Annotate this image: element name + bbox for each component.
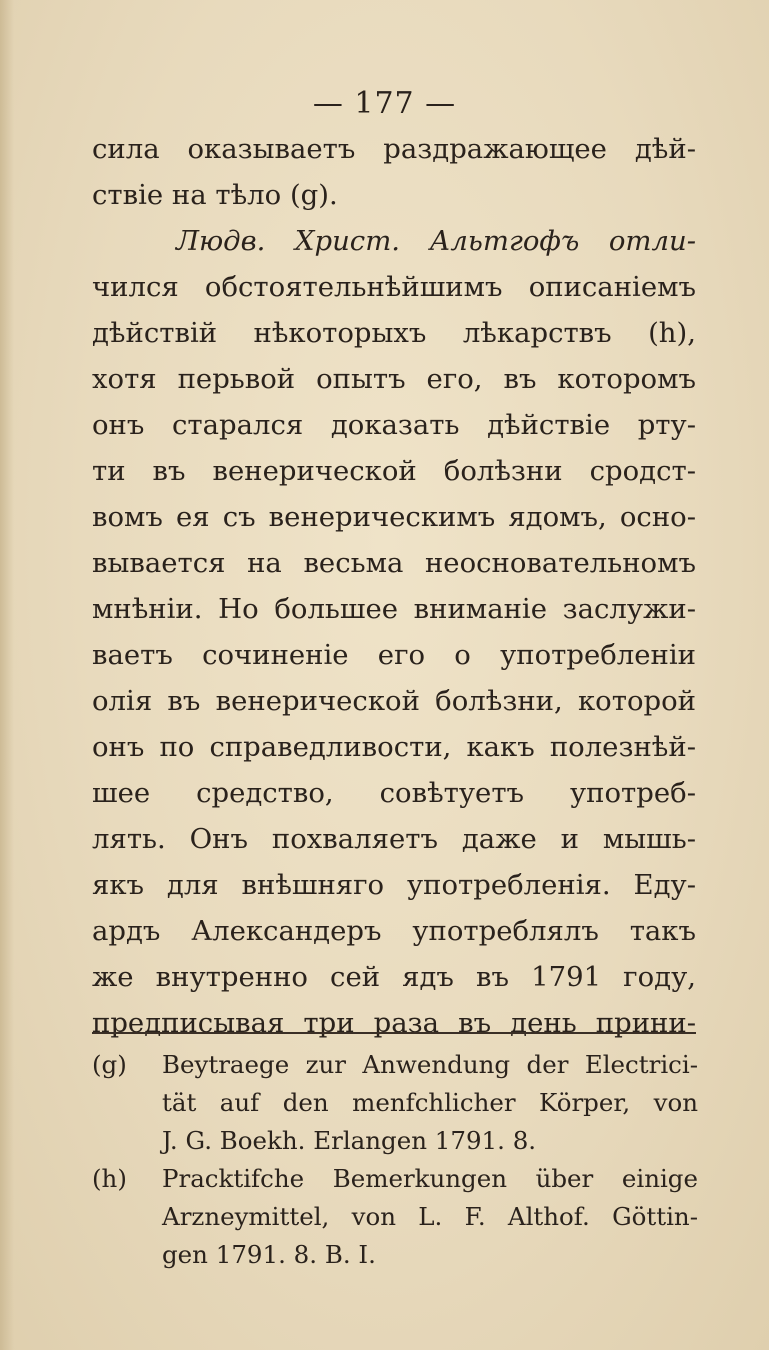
page-number: — 177 — [312,86,457,121]
text-line: вывается на весьма неосновательномъ [92,547,696,579]
text-line: лять. Онъ похваляетъ даже и мышь- [92,823,696,855]
text-line: хотя перьвой опытъ его, въ которомъ [92,363,696,395]
text-line: дѣйствій нѣкоторыхъ лѣкарствъ (h), [92,317,696,349]
text-line: олія въ венерической болѣзни, которой [92,685,696,717]
text-line: онъ старался доказать дѣйствіе рту- [92,409,696,441]
text-line: ардъ Александеръ употреблялъ такъ [92,915,696,947]
text-line: же внутренно сей ядъ въ 1791 году, [92,961,696,993]
footnote-mark-g: (g) [92,1050,127,1079]
footnote-text: gen 1791. 8. B. I. [162,1240,376,1269]
text-line: Людв. Христ. Альтгофъ отли- [176,225,696,257]
footnote-g-line [92,1046,698,1084]
text-line: шее средство, совѣтуетъ употреб- [92,777,696,809]
footnote-text: Beytraege zur Anwendung der Electrici- [162,1050,698,1079]
text-line: предписывая три раза въ день прини- [92,1007,696,1039]
text-line: ваетъ сочиненіе его о употребленіи [92,639,696,671]
footnote-mark-h: (h) [92,1164,127,1193]
text-line: онъ по справедливости, какъ полезнѣй- [92,731,696,763]
text-line: ти въ венерической болѣзни сродст- [92,455,696,487]
footnote-text: tät auf den menfchlicher Körper, von [162,1088,698,1117]
footnote-text: Arzneymittel, von L. F. Althof. Göttin- [162,1202,698,1231]
text-line: мнѣніи. Но большее вниманіе заслужи- [92,593,696,625]
text-line: сила оказываетъ раздражающее дѣй- [92,133,696,165]
footnotes [92,1046,698,1274]
footnote-h-line [92,1160,698,1198]
main-text [92,126,696,1046]
footnote-text: J. G. Boekh. Erlangen 1791. 8. [162,1126,537,1155]
text-line: чился обстоятельнѣйшимъ описаніемъ [92,271,696,303]
footnote-divider [92,1032,696,1034]
text-line: ствіе на тѣло (g). [92,179,338,211]
text-line: вомъ ея съ венерическимъ ядомъ, осно- [92,501,696,533]
footnote-text: Pracktifche Bemerkungen über einige [162,1164,698,1193]
page-edge-shadow [0,0,14,1350]
text-line: якъ для внѣшняго употребленія. Еду- [92,869,696,901]
